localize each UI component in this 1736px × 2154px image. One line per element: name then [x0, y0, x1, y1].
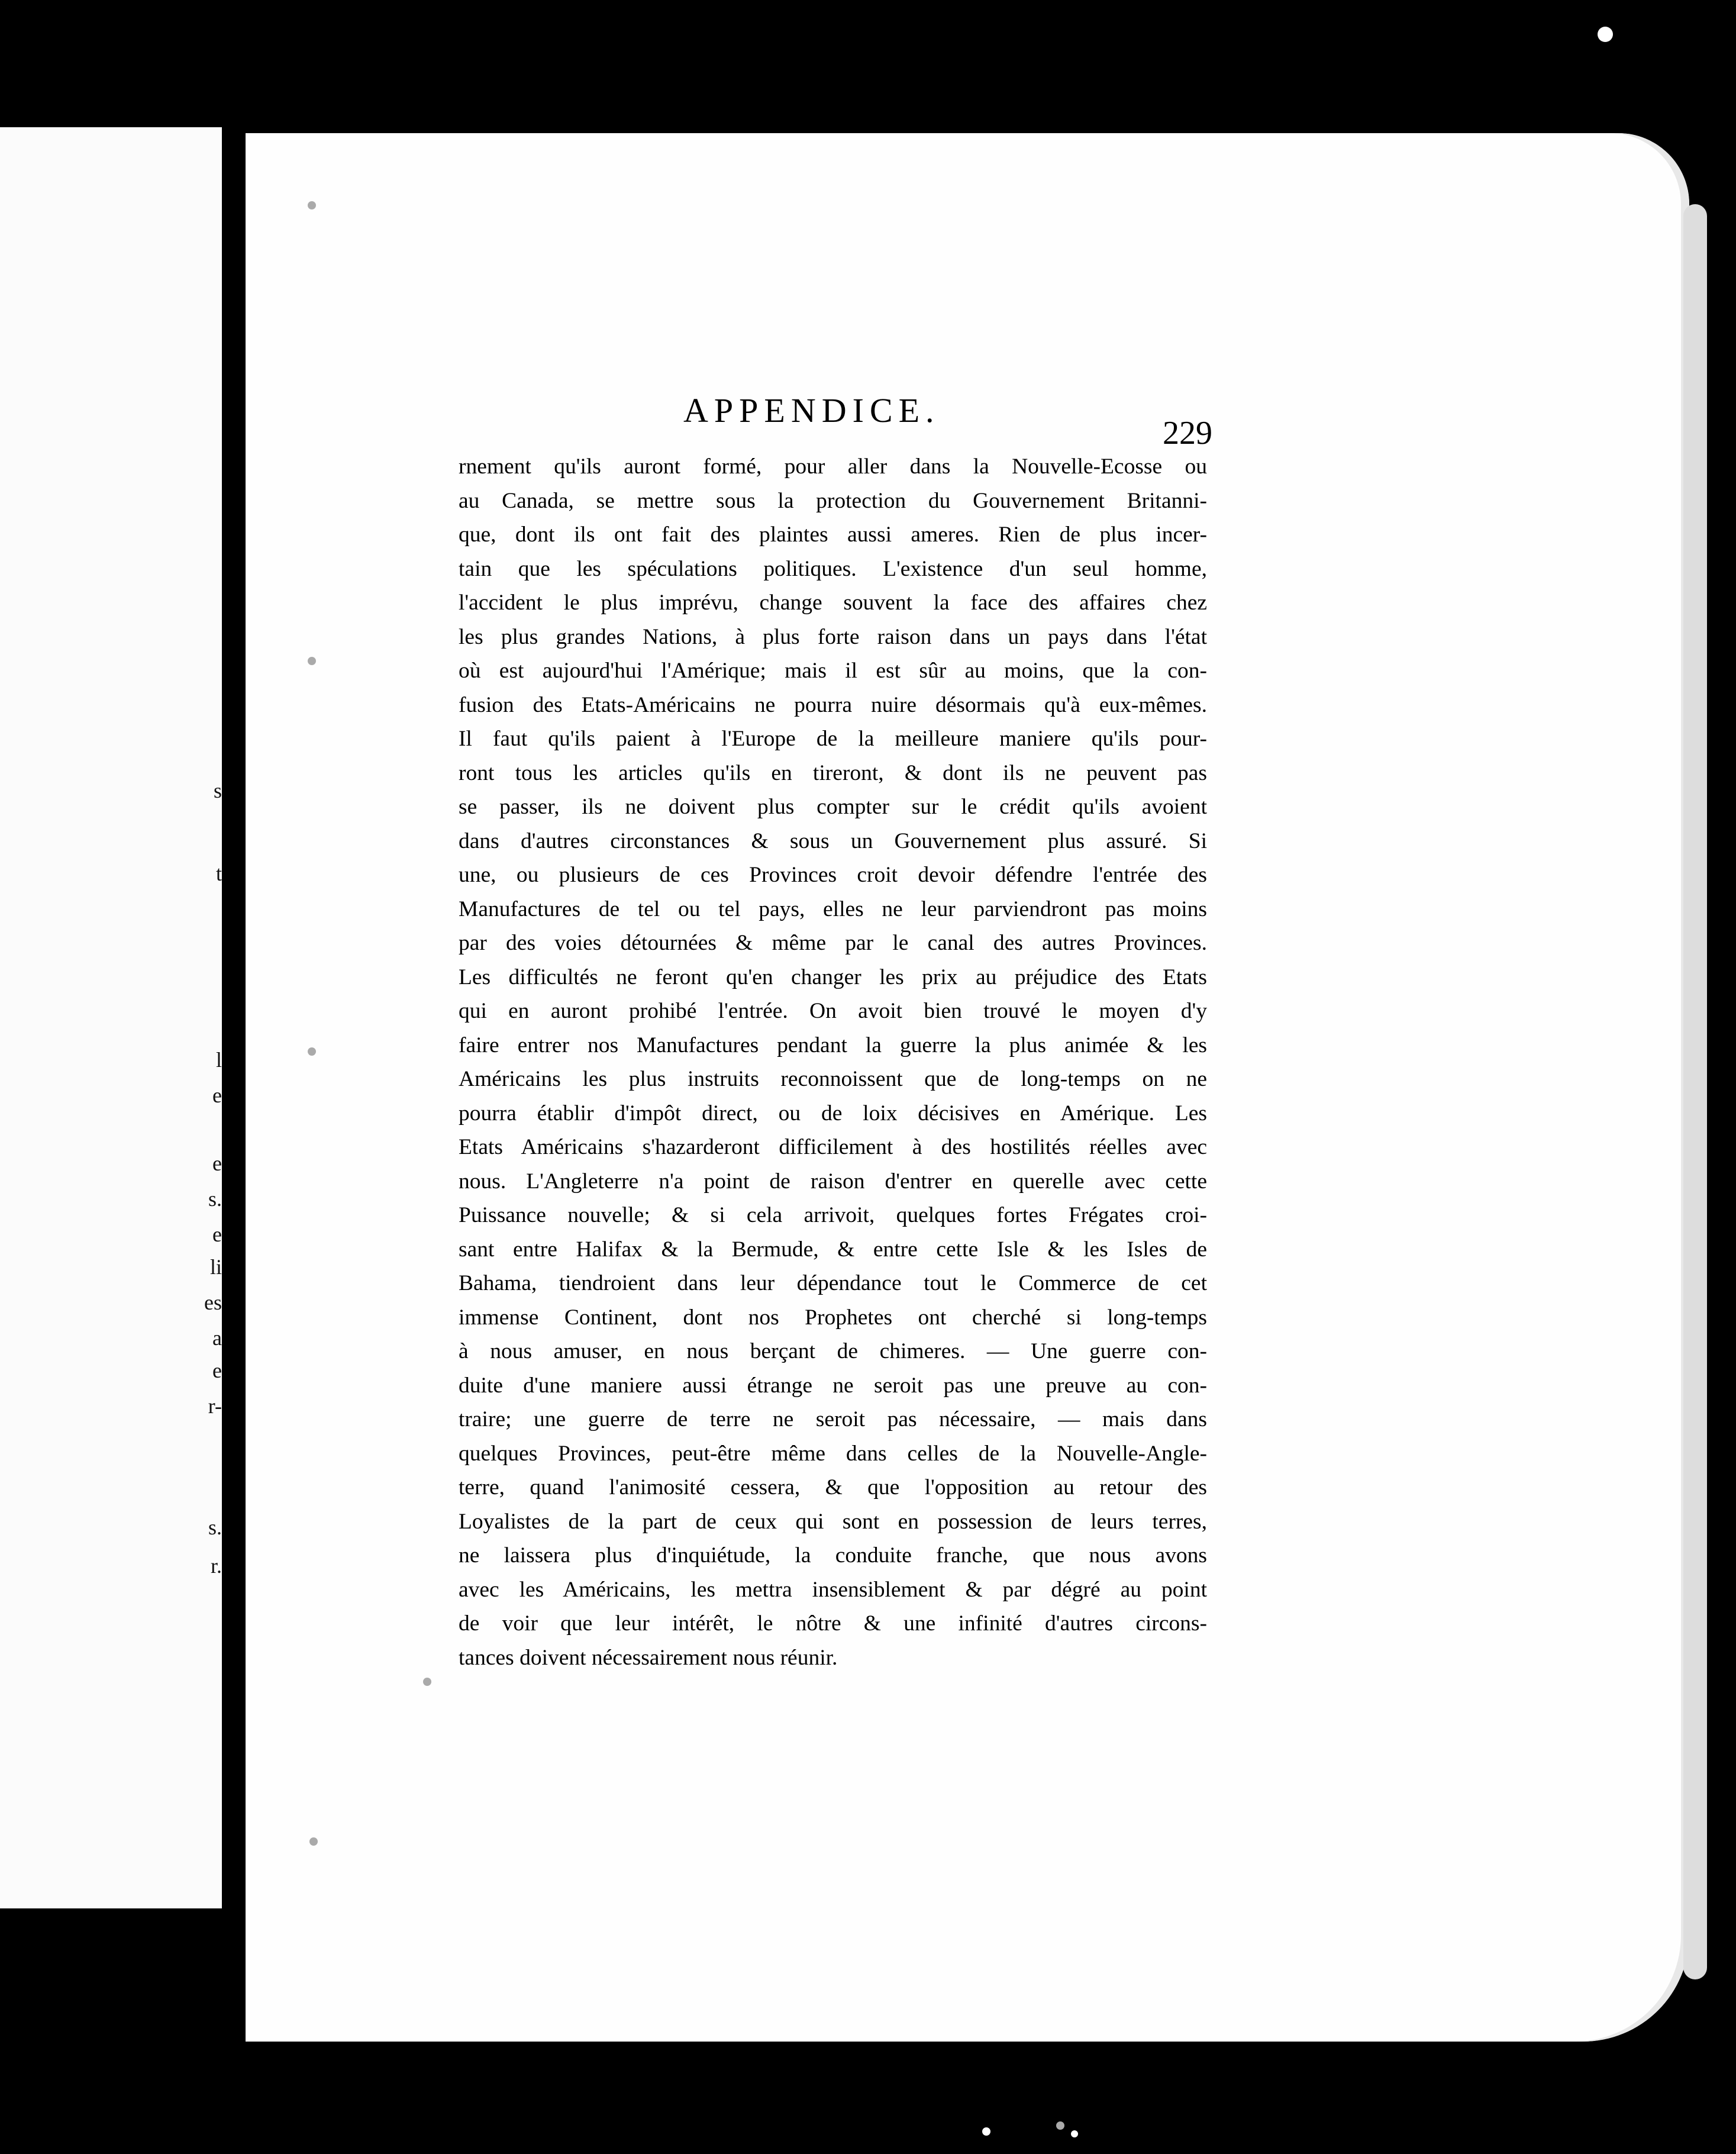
left-fragment: r. — [210, 1554, 222, 1578]
paper-smudge — [309, 1837, 318, 1846]
text-line: Etats Américains s'hazarderont difficilement à des hostilités réelles avec — [459, 1135, 1207, 1159]
paper-smudge — [1056, 2121, 1064, 2130]
text-line: Puissance nouvelle; & si cela arrivoit, quelques fortes Frégates croi- — [459, 1203, 1207, 1227]
text-line: traire; une guerre de terre ne seroit pas nécessaire, — mais dans — [459, 1407, 1207, 1431]
left-fragment: l — [215, 1048, 222, 1072]
text-line: Manufactures de tel ou tel pays, elles ne leur parviendront pas moins — [459, 897, 1207, 921]
text-line: tain que les spéculations politiques. L'existence d'un seul homme, — [459, 556, 1207, 581]
text-line: qui en auront prohibé l'entrée. On avoit bien trouvé le moyen d'y — [459, 999, 1207, 1023]
text-line: se passer, ils ne doivent plus compter sur le crédit qu'ils avoient — [459, 795, 1207, 819]
text-line: quelques Provinces, peut-être même dans celles de la Nouvelle-Angle- — [459, 1441, 1207, 1466]
left-fragment: s. — [208, 1515, 222, 1539]
left-fragment: a — [212, 1326, 222, 1350]
left-fragment: li — [209, 1255, 222, 1279]
left-fragment: es — [204, 1291, 222, 1314]
text-line: par des voies détournées & même par le canal des autres Provinces. — [459, 931, 1207, 955]
text-line: tances doivent nécessairement nous réunir. — [459, 1645, 838, 1670]
text-line: Il faut qu'ils paient à l'Europe de la meilleure maniere qu'ils pour- — [459, 727, 1207, 751]
text-line: immense Continent, dont nos Prophetes ont cherché si long-temps — [459, 1305, 1207, 1330]
left-fragment: t — [215, 862, 222, 885]
text-line: nous. L'Angleterre n'a point de raison d'entrer en querelle avec cette — [459, 1169, 1207, 1194]
scan-speck — [1071, 2130, 1078, 2137]
left-fragment: e — [212, 1084, 222, 1107]
text-line: faire entrer nos Manufactures pendant la guerre la plus animée & les — [459, 1033, 1207, 1057]
left-fragment: e — [212, 1152, 222, 1175]
text-line: Américains les plus instruits reconnoissent que de long-temps on ne — [459, 1067, 1207, 1091]
text-line: de voir que leur intérêt, le nôtre & une infinité d'autres circons- — [459, 1611, 1207, 1636]
text-line: fusion des Etats-Américains ne pourra nuire désormais qu'à eux-mêmes. — [459, 692, 1207, 717]
left-fragment: s. — [208, 1187, 222, 1211]
left-fragment: e — [212, 1223, 222, 1246]
text-line: l'accident le plus imprévu, change souvent la face des affaires chez — [459, 591, 1207, 615]
scan-speck — [1598, 27, 1613, 42]
text-line: Loyalistes de la part de ceux qui sont en possession de leurs terres, — [459, 1509, 1207, 1534]
text-line: duite d'une maniere aussi étrange ne seroit pas une preuve au con- — [459, 1373, 1207, 1398]
text-line: Bahama, tiendroient dans leur dépendance tout le Commerce de cet — [459, 1271, 1207, 1295]
paper-smudge — [423, 1678, 431, 1686]
paper-smudge — [308, 657, 316, 665]
text-line: rnement qu'ils auront formé, pour aller dans la Nouvelle-Ecosse ou — [459, 454, 1207, 479]
text-line: que, dont ils ont fait des plaintes aussi ameres. Rien de plus incer- — [459, 523, 1207, 547]
paper-smudge — [308, 1047, 316, 1056]
text-line: ront tous les articles qu'ils en tireront, & dont ils ne peuvent pas — [459, 760, 1207, 785]
left-fragment: e — [212, 1359, 222, 1382]
text-line: une, ou plusieurs de ces Provinces croit devoir défendre l'entrée des — [459, 863, 1207, 887]
page-number: 229 — [1163, 415, 1212, 452]
left-fragment: s — [213, 779, 222, 802]
text-line: où est aujourd'hui l'Amérique; mais il est sûr au moins, que la con- — [459, 659, 1207, 683]
text-line: dans d'autres circonstances & sous un Gouvernement plus assuré. Si — [459, 828, 1207, 853]
paper-smudge — [308, 201, 316, 209]
text-line: pourra établir d'impôt direct, ou de loix décisives en Amérique. Les — [459, 1101, 1207, 1126]
text-line: les plus grandes Nations, à plus forte raison dans un pays dans l'état — [459, 624, 1207, 649]
text-line: à nous amuser, en nous berçant de chimeres. — Une guerre con- — [459, 1339, 1207, 1363]
text-line: Les difficultés ne feront qu'en changer les prix au préjudice des Etats — [459, 965, 1207, 989]
text-line: sant entre Halifax & la Bermude, & entre cette Isle & les Isles de — [459, 1237, 1207, 1262]
body-text — [459, 450, 1207, 1675]
text-line: terre, quand l'animosité cessera, & que l'opposition au retour des — [459, 1475, 1207, 1500]
left-page — [0, 127, 222, 1908]
book-gutter — [222, 0, 246, 2154]
running-head: APPENDICE. — [683, 391, 940, 430]
scan-speck — [982, 2127, 990, 2136]
left-fragment: r- — [208, 1394, 222, 1418]
text-line: ne laissera plus d'inquiétude, la conduite franche, que nous avons — [459, 1543, 1207, 1568]
text-line: au Canada, se mettre sous la protection du Gouvernement Britanni- — [459, 488, 1207, 513]
text-line: avec les Américains, les mettra insensiblement & par dégré au point — [459, 1577, 1207, 1602]
